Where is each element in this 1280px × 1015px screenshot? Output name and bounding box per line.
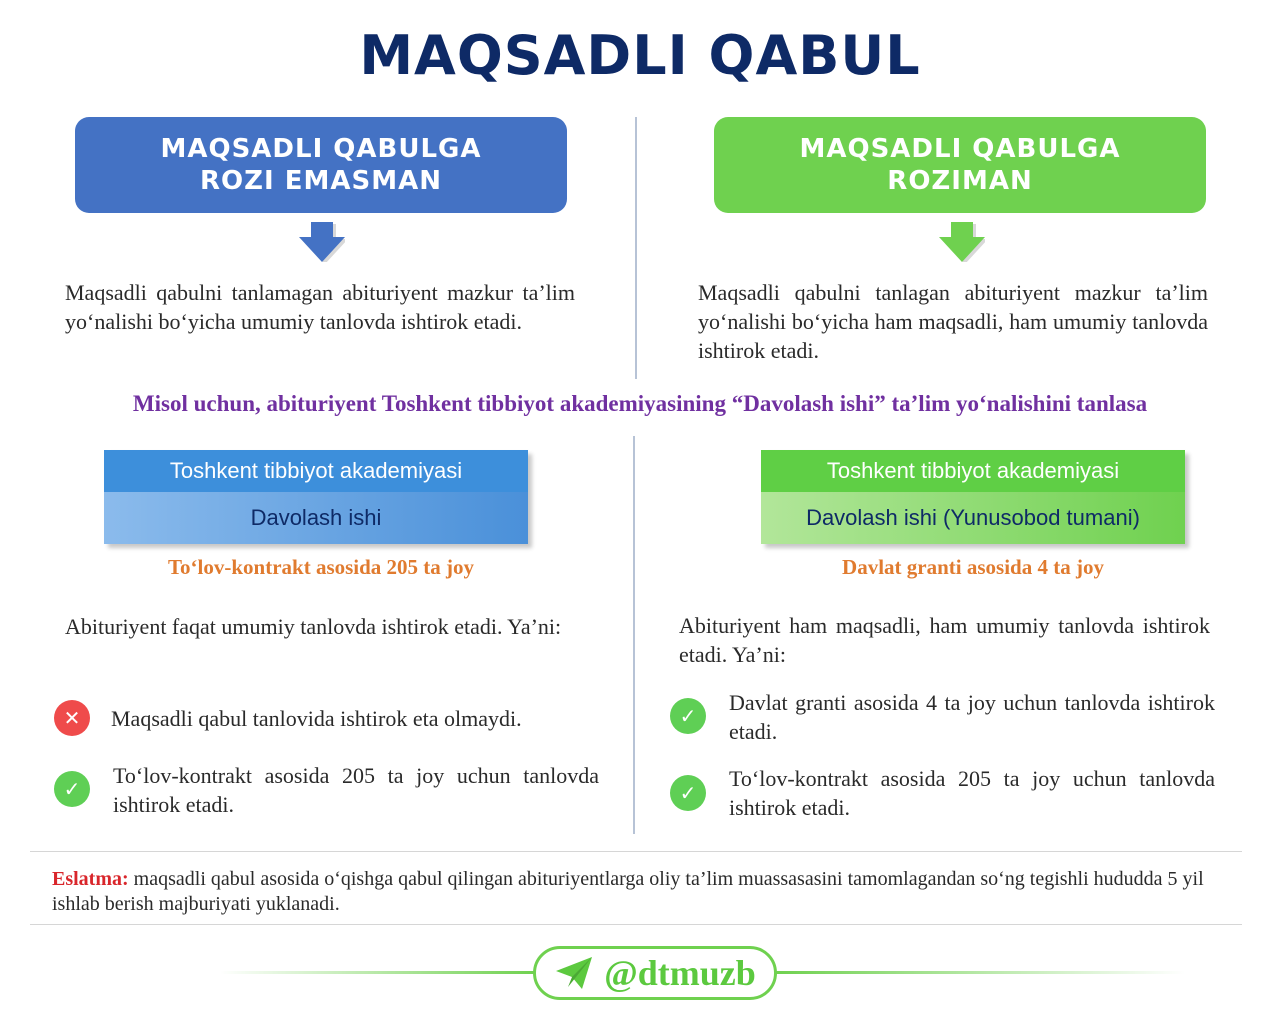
- right-summary: Abituriyent ham maqsadli, ham umumiy tanlovda ishtirok etadi. Ya’ni:: [679, 613, 1210, 667]
- header-line: MAQSADLI QABULGA: [799, 134, 1121, 164]
- program-name: Davolash ishi: [104, 492, 528, 544]
- university-name: Toshkent tibbiyot akademiyasi: [761, 450, 1185, 492]
- note: [52, 867, 1232, 917]
- note-label: Eslatma:: [52, 868, 129, 890]
- arrow-down-icon: [299, 222, 345, 262]
- divider: [635, 117, 637, 379]
- right-program-card: [761, 450, 1185, 544]
- telegram-icon: [554, 955, 594, 991]
- divider: [633, 436, 635, 834]
- list-item: Maqsadli qabul tanlovida ishtirok eta olmaydi.: [111, 706, 522, 731]
- left-summary: Abituriyent faqat umumiy tanlovda ishtirok etadi. Ya’ni:: [65, 614, 562, 639]
- check-icon: ✓: [670, 698, 706, 734]
- arrow-down-icon: [939, 222, 985, 262]
- divider: [30, 851, 1242, 852]
- divider: [30, 924, 1242, 925]
- left-program-card: [104, 450, 528, 544]
- cross-icon: ✕: [54, 700, 90, 736]
- right-quota: Davlat granti asosida 4 ta joy: [842, 555, 1104, 579]
- header-line: ROZIMAN: [887, 166, 1033, 196]
- note-text: maqsadli qabul asosida o‘qishga qabul qilingan abituriyentlarga oliy ta’lim muassasasini tamomlagandan so‘ng tegishli hududda 5 yil ishlab berish majburiyati yuklanadi.: [52, 868, 1204, 915]
- header-not-agree: [75, 117, 567, 213]
- list-item: Davlat granti asosida 4 ta joy uchun tanlovda ishtirok etadi.: [729, 690, 1215, 744]
- header-line: MAQSADLI QABULGA: [160, 134, 482, 164]
- left-description: Maqsadli qabulni tanlamagan abituriyent mazkur ta’lim yo‘nalishi bo‘yicha umumiy tanlovda ishtirok etadi.: [65, 280, 575, 334]
- right-description: Maqsadli qabulni tanlagan abituriyent mazkur ta’lim yo‘nalishi bo‘yicha ham maqsadli, ham umumiy tanlovda ishtirok etadi.: [698, 280, 1208, 363]
- handle-text: @dtmuzb: [604, 953, 756, 993]
- example-heading: Misol uchun, abituriyent Toshkent tibbiyot akademiyasining “Davolash ishi” ta’lim yo‘nalishini tanlasa: [132, 391, 1148, 416]
- program-name: Davolash ishi (Yunusobod tumani): [761, 492, 1185, 544]
- university-name: Toshkent tibbiyot akademiyasi: [104, 450, 528, 492]
- list-item: To‘lov-kontrakt asosida 205 ta joy uchun tanlovda ishtirok etadi.: [729, 766, 1215, 820]
- left-quota: To‘lov-kontrakt asosida 205 ta joy: [167, 555, 475, 579]
- decorative-line: [775, 971, 1185, 974]
- page-title: MAQSADLI QABUL: [359, 24, 921, 87]
- check-icon: ✓: [54, 771, 90, 807]
- list-item: To‘lov-kontrakt asosida 205 ta joy uchun tanlovda ishtirok etadi.: [113, 763, 599, 817]
- header-line: ROZI EMASMAN: [200, 166, 442, 196]
- check-icon: ✓: [670, 775, 706, 811]
- decorative-line: [220, 971, 535, 974]
- telegram-handle-link[interactable]: [533, 946, 777, 1000]
- header-agree: [714, 117, 1206, 213]
